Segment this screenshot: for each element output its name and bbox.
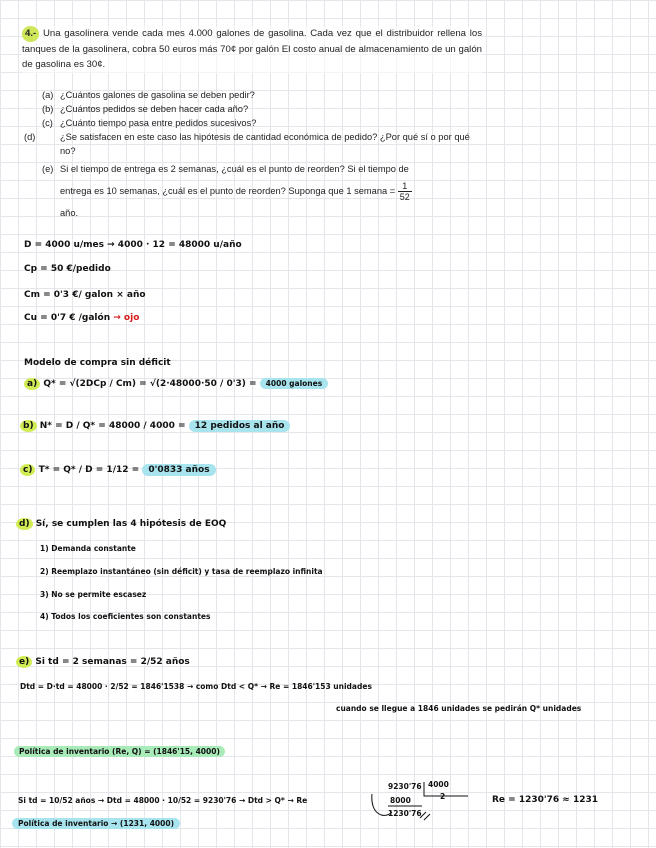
answer-a (24, 378, 328, 390)
answer-a-formula: Q* = √(2DCp / Cm) = √(2·48000·50 / 0'3) = (43, 379, 257, 389)
reorder-point-final: Re = 1230'76 ≈ 1231 (492, 795, 599, 805)
division-quotient: 2 (440, 792, 446, 801)
warning-note: → ojo (113, 313, 140, 323)
order-cost-line: Cp = 50 €/pedido (24, 264, 111, 274)
hypothesis-4: 4) Todos los coeficientes son constantes (40, 612, 211, 621)
answer-b-result: 12 pedidos al año (189, 420, 291, 432)
hypothesis-3: 3) No se permite escasez (40, 590, 147, 599)
question-c: (c) ¿Cuánto tiempo pasa entre pedidos sucesivos? (42, 118, 257, 128)
answer-d-text: Sí, se cumplen las 4 hipótesis de EOQ (35, 519, 227, 529)
answer-c-label: c) (20, 464, 35, 476)
question-a: (a) ¿Cuántos galones de gasolina se deben pedir? (42, 90, 255, 100)
question-b: (b) ¿Cuántos pedidos se deben hacer cada año? (42, 104, 249, 114)
answer-e-label: e) (16, 656, 32, 668)
division-remainder: 1230'76 (388, 809, 422, 818)
demand-line: D = 4000 u/mes → 4000 · 12 = 48000 u/año (24, 240, 242, 250)
answer-e-line1: Si td = 2 semanas = 2/52 años (35, 657, 190, 667)
answer-e-line2: Dtd = D·td = 48000 · 2/52 = 1846'1538 → como Dtd < Q* → Re = 1846'153 unidades (20, 682, 372, 691)
answer-c-result: 0'0833 años (142, 464, 215, 476)
question-d: (d) ¿Se satisfacen en este caso las hipótesis de cantidad económica de pedido? ¿Por qué sí o por qué no? (24, 132, 470, 156)
answer-e-line4: Si td = 10/52 años → Dtd = 48000 · 10/52 = 9230'76 → Dtd > Q* → Re (18, 796, 308, 805)
answer-d-label: d) (16, 518, 33, 530)
answer-c-formula: T* = Q* / D = 1/12 = (38, 465, 140, 475)
problem-number: 4.- (22, 26, 39, 42)
division-subtrahend: 8000 (390, 796, 411, 805)
unit-cost-line: Cu = 0'7 € /galón → ojo (24, 313, 140, 323)
hypothesis-1: 1) Demanda constante (40, 544, 136, 553)
holding-cost-line: Cm = 0'3 €/ galon × año (24, 290, 146, 300)
question-list (24, 88, 482, 158)
inventory-policy-2: Política de inventario → (1231, 4000) (12, 818, 180, 829)
answer-b-formula: N* = D / Q* = 48000 / 4000 = (39, 421, 186, 431)
answer-b-label: b) (20, 420, 37, 432)
fraction-1-52: $\frac{1}{52}$ (399, 181, 410, 203)
answer-e-line3: cuando se llegue a 1846 unidades se pedirán Q* unidades (336, 704, 582, 713)
division-bracket-icon (380, 778, 470, 828)
answer-a-result: 4000 galones (260, 378, 329, 389)
question-e: (e) Si el tiempo de entrega es 2 semanas, ¿cuál es el punto de reorden? Si el tiempo de entrega es 10 semanas, ¿cuál es el punto de reorden? Suponga que 1 semana = $\frac{1}{52}$ año. (42, 164, 410, 219)
answer-a-label: a) (24, 378, 40, 390)
inventory-policy-1: Política de inventario (Re, Q) = (1846'15, 4000) (14, 746, 225, 757)
answer-b (20, 420, 290, 432)
problem-statement (22, 26, 482, 73)
division-divisor: 4000 (428, 780, 449, 789)
answer-c (20, 464, 216, 476)
model-title: Modelo de compra sin déficit (24, 358, 171, 368)
answer-e (16, 656, 190, 668)
answer-d (16, 518, 226, 530)
division-dividend: 9230'76 (388, 782, 422, 791)
hypothesis-2: 2) Reemplazo instantáneo (sin déficit) y tasa de reemplazo infinita (40, 567, 323, 576)
problem-text: Una gasolinera vende cada mes 4.000 galones de gasolina. Cada vez que el distribuidor rellena los tanques de la gasolinera, cobra 50 euros más 70¢ por galón El costo anual de almacenamiento de un galón de gasolina es 30¢. (22, 28, 482, 70)
